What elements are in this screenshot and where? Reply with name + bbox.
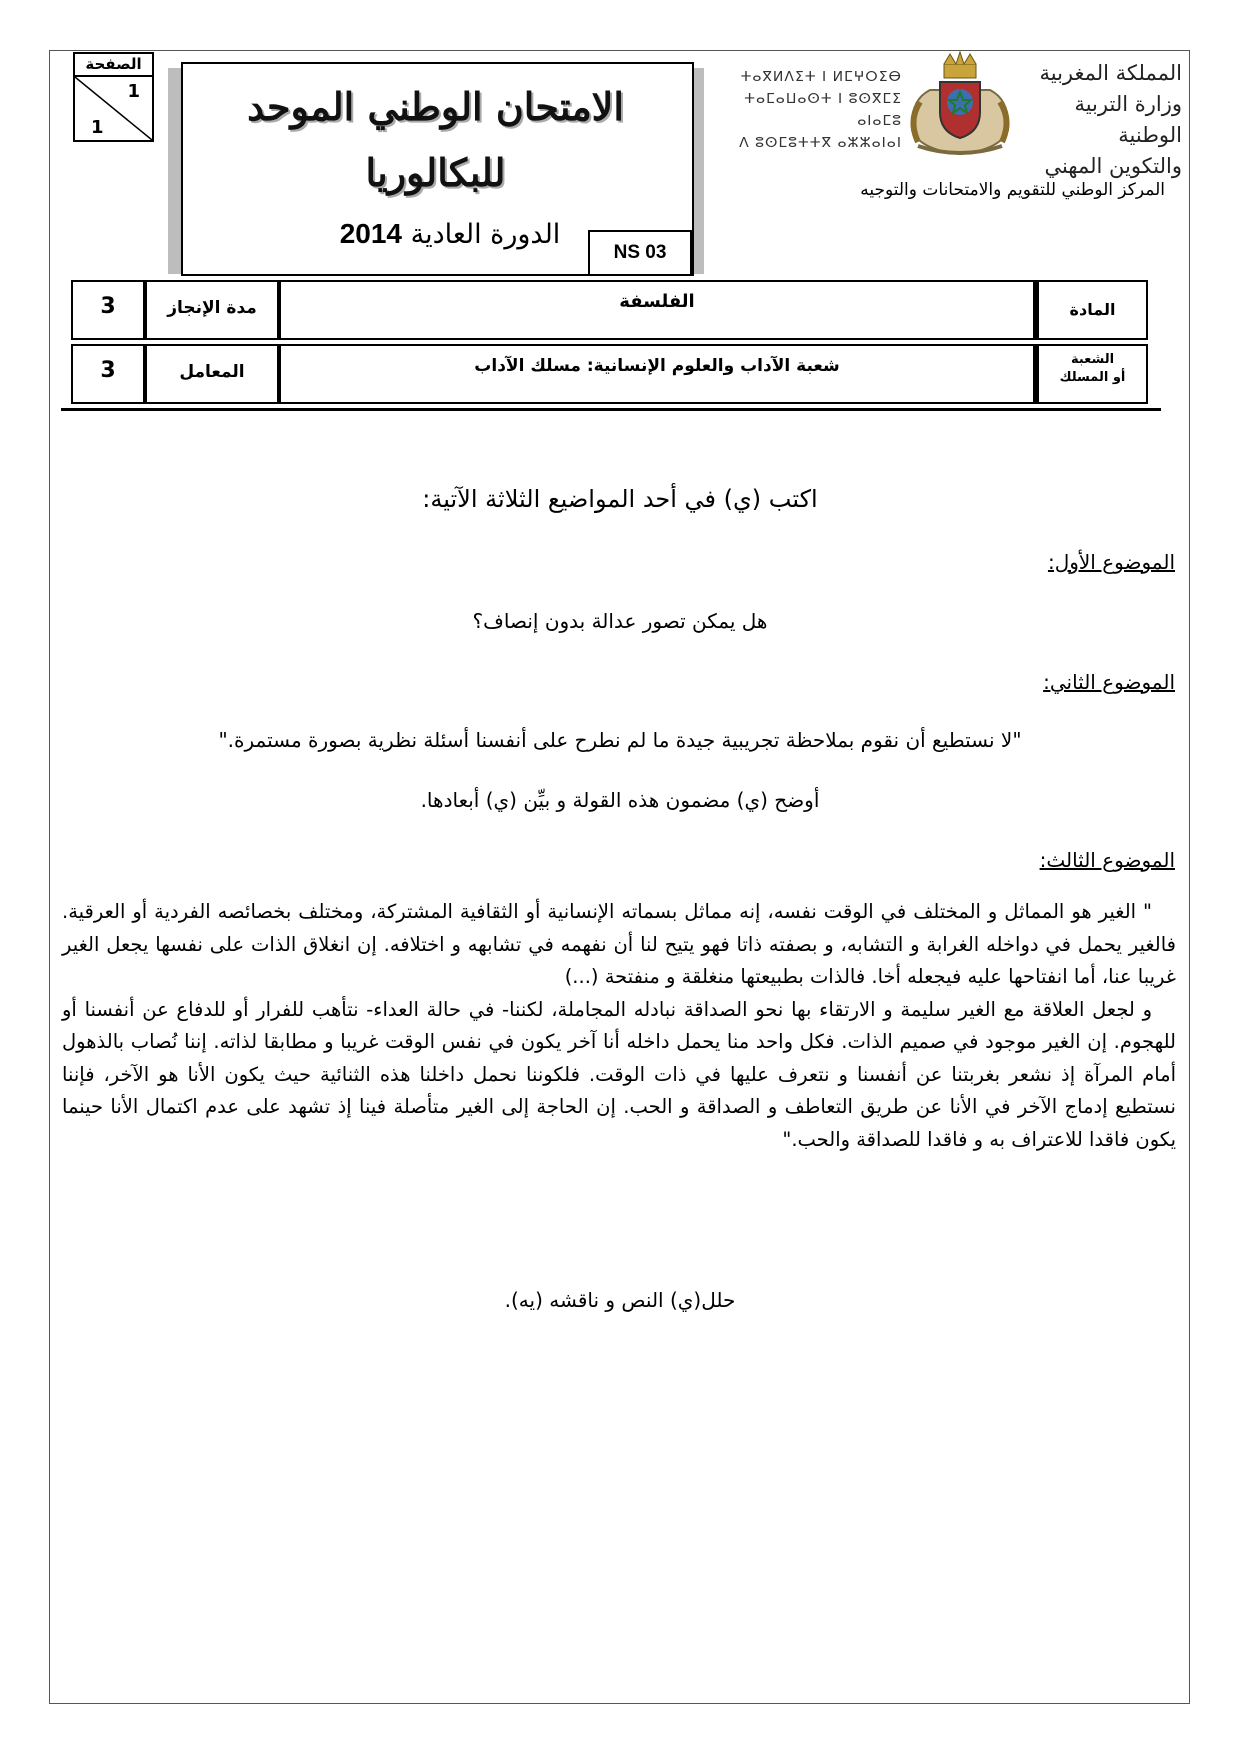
topic2-heading: الموضوع الثاني:	[1043, 670, 1175, 694]
topic1-question: هل يمكن تصور عدالة بدون إنصاف؟	[472, 609, 768, 633]
coef-value-box	[71, 344, 145, 404]
exam-subtitle: للبكالوريا	[365, 150, 506, 195]
session-text: الدورة العادية	[410, 219, 561, 250]
coef-label: المعامل	[179, 362, 245, 382]
subject-label-box	[1037, 280, 1148, 340]
topic1-heading: الموضوع الأول:	[1047, 550, 1175, 574]
page-total: 1	[91, 117, 104, 138]
tifinagh-line-3: ⴷ ⵓⵙⵎⵓⵜⵜⴳ ⴰⵣⵣⴰⵏⴰⵏ	[739, 135, 902, 151]
ministry-name	[1022, 58, 1182, 182]
duration-label: مدة الإنجاز	[167, 298, 257, 318]
ministry-line-2: وزارة التربية الوطنية	[1074, 92, 1182, 147]
topic3-task: حلل(ي) النص و ناقشه (يه).	[504, 1288, 736, 1312]
duration-label-box	[145, 280, 279, 340]
exam-code: NS 03	[588, 230, 692, 276]
subject-value-box	[279, 280, 1037, 340]
ministry-line-3: والتكوين المهني	[1044, 154, 1182, 178]
branch-label-box	[1037, 344, 1148, 404]
exam-title: الامتحان الوطني الموحد	[247, 84, 624, 129]
page-label: الصفحة	[75, 54, 152, 77]
coef-value: 3	[100, 358, 116, 383]
branch-value: شعبة الآداب والعلوم الإنسانية: مسلك الآداب	[474, 356, 840, 376]
page-number-box	[73, 52, 154, 142]
tifinagh-line-1: ⵜⴰⴳⵍⴷⵉⵜ ⵏ ⵍⵎⵖⵔⵉⴱ	[740, 69, 902, 85]
tifinagh-ministry-name	[712, 66, 902, 154]
topic2-task: أوضح (ي) مضمون هذه القولة و بيِّن (ي) أبعادها.	[420, 788, 820, 812]
topic3-paragraph-2: و لجعل العلاقة مع الغير سليمة و الارتقاء بها نحو الصداقة نبادله المجاملة، لكننا- في حالة العداء- نتأهب للفرار أو للدفاع عن أنفسنا أو للهجوم. إن الغير موجود في صميم الذات. فكل واحد منا يحمل داخله أنا آخر يكون في نفس الوقت غريبا و مطابقا لذاته. إننا نُصاب بالذهول أمام المرآة إذ نشعر بغربتنا عن أنفسنا و نتعرف عليها في ذات الوقت. فلكوننا نحمل داخلنا هذه الثنائية حيث يكون الأنا هو الآخر، فإننا نستطيع إدماج الآخر في الأنا عن طريق التعاطف و الصداقة و الحب. إن الحاجة إلى الغير متأصلة فينا إذ تشهد على عدم اكتمال الأنا حينما يكون فاقدا للاعتراف به و فاقدا للصداقة والحب."	[62, 997, 1176, 1151]
national-center-name: المركز الوطني للتقويم والامتحانات والتوجيه	[860, 180, 1165, 200]
coat-of-arms-icon	[900, 50, 1020, 160]
branch-value-box	[279, 344, 1037, 404]
instruction: اكتب (ي) في أحد المواضيع الثلاثة الآتية:	[422, 485, 818, 513]
branch-label-2: أو المسلك	[1059, 370, 1126, 385]
topic3-text	[62, 896, 1176, 1156]
session-line	[300, 218, 600, 250]
coef-label-box	[145, 344, 279, 404]
topic2-quote: "لا نستطيع أن نقوم بملاحظة تجريبية جيدة ما لم نطرح على أنفسنا أسئلة نظرية بصورة مستمرة."	[218, 728, 1022, 752]
duration-value-box	[71, 280, 145, 340]
subject-value: الفلسفة	[619, 291, 695, 312]
page-current: 1	[127, 81, 140, 102]
session-year: 2014	[339, 218, 402, 249]
tifinagh-line-2: ⵜⴰⵎⴰⵡⴰⵙⵜ ⵏ ⵓⵙⴳⵎⵉ ⴰⵏⴰⵎⵓ	[744, 91, 902, 129]
subject-label: المادة	[1069, 300, 1116, 319]
branch-label-1: الشعبة	[1070, 352, 1115, 367]
header-rule	[61, 408, 1161, 411]
duration-value: 3	[100, 294, 116, 319]
topic3-paragraph-1: " الغير هو المماثل و المختلف في الوقت نفسه، إنه مماثل بسماته الإنسانية أو الثقافية المشتركة، ومختلف بخصائصه الفردية أو العرقية. فالغير يحمل في دواخله الغرابة و التشابه، و بصفته ذاتا فهو يتيح لنا أن نفهمه في تشابهه و اختلافه. إن انغلاق الذات على نفسها يجعل الغير غريبا عنا، أما انفتاحها عليه فيجعله أخا. فالذات بطبيعتها منغلقة و منفتحة (...)	[62, 900, 1176, 988]
topic3-heading: الموضوع الثالث:	[1039, 848, 1175, 872]
ministry-line-1: المملكة المغربية	[1039, 61, 1182, 85]
page-divider-line	[75, 77, 152, 140]
